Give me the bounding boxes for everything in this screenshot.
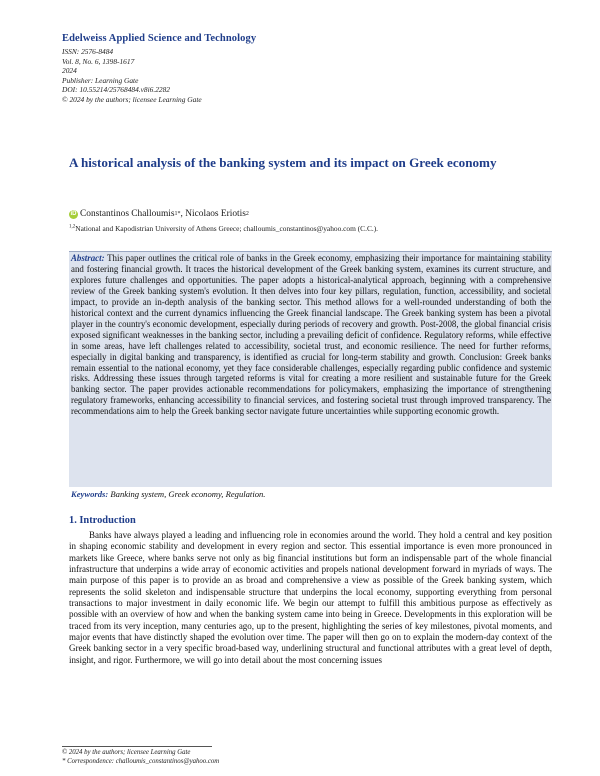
year: 2024	[62, 66, 77, 76]
volume-info: Vol. 8, No. 6, 1398-1617	[62, 56, 135, 66]
footer-copyright: © 2024 by the authors; licensee Learning Gate	[62, 749, 191, 756]
author-first-superscript: 1*	[174, 211, 181, 217]
issn: ISSN: 2576-8484	[62, 47, 114, 56]
abstract-body: This paper outlines the critical role of banks in the Greek economy, emphasizing their importance for maintaining stability and fostering financial growth. It traces the historical development of the Greek banking system, examines its current structure, and explores future challenges and opportunities. The paper adopts a historical-analytical approach, beginning with a comprehensive review of the Greek banking system's evolution. It then delves into four key pillars, regulation, function, accessibility, and societal impact, to provide an in-depth analysis of the banking sector. This method allows for a well-rounded understanding of both the historical context and the current dynamics influencing the Greek financial landscape. The Greek banking system has been a pivotal player in the country's economic development, especially during periods of recovery and growth. Post-2008, the global financial crisis exposed significant weaknesses in the banking sector, including a prevailing deficit of confidence. Regulatory reforms, while effective in some areas, have left challenges related to accessibility, societal trust, and economic resilience. The need for further reforms, especially in digital banking and transparency, is identified as crucial for long-term stability and growth. Conclusion: Greek banks remain essential to the national economy, yet they face considerable challenges, especially regarding public confidence and systemic risks. Addressing these issues through targeted reforms is vital for creating a more resilient and sustainable future for the Greek banking sector. The paper provides actionable recommendations for policymakers, emphasizing the importance of strengthening regulatory frameworks, enhancing accessibility to financial services, and fostering societal trust through improved transparency. The recommendations aim to help the Greek banking sector navigate future uncertainties while supporting economic growth.	[71, 253, 551, 417]
author-second: , Nicolaos Eriotis	[180, 209, 246, 219]
footer-correspondence: * Correspondence: challoumis_constantinos@yahoo.com	[62, 757, 220, 765]
section-heading-introduction: 1. Introduction	[69, 515, 136, 526]
orcid-icon[interactable]: iD	[70, 210, 77, 217]
journal-metadata	[62, 47, 202, 105]
author-second-superscript: 2	[245, 211, 249, 217]
author-first: Constantinos Challoumis	[80, 209, 175, 219]
keywords	[71, 489, 551, 499]
introduction-body: Banks have always played a leading and influencing role in economies around the world. They hold a central and key position in shaping economic stability and development in every region and sector. This essential importance is even more pronounced in markets like Greece, where banks serve not only as big financial institutions but form an indispensable part of the whole financial infrastructure that underpins a wide array of economic activities and propels national development forward in myriads of ways. The main purpose of this paper is to provide an as broad and comprehensive a view as possible of the Greek banking system, which represents the solid skeleton and indispensable structure that underpins the local economy, supporting everything from personal transactions to major investment in daily economic life. We begin our attempt to fulfill this ambitious purpose as effectively as possible with an overview of how and when the banking system came into being in Greece. Developments in this exploration will be traced from its very inception, many centuries ago, up to the present, highlighting the series of key milestones, pivotal moments, and major events that have distinctly shaped the evolution over time. The paper will then go on to explain the modern-day context of the Greek banking sector in a very specific broad-based way, underlining structural and functional attributes with a great level of depth, insight, and rigor. Furthermore, we will go into detail about the most concerning issues	[69, 530, 552, 665]
journal-name: Edelweiss Applied Science and Technology	[62, 33, 257, 44]
copyright-notice: © 2024 by the authors; licensee Learning Gate	[62, 94, 202, 104]
abstract	[71, 253, 551, 417]
affiliation-superscript: 1,2	[69, 224, 76, 230]
affiliation	[69, 224, 378, 233]
keywords-list: Banking system, Greek economy, Regulation.	[110, 489, 266, 499]
publisher: Publisher: Learning Gate	[62, 75, 139, 85]
paper-title: A historical analysis of the banking system and its impact on Greek economy	[69, 155, 497, 170]
affiliation-text: National and Kapodistrian University of Athens Greece; challoumis_constantinos@yahoo.com (C.C.).	[75, 224, 379, 233]
author-line	[69, 209, 249, 219]
doi[interactable]: DOI: 10.55214/25768484.v8i6.2282	[62, 85, 170, 95]
footer	[62, 749, 219, 766]
footer-divider	[62, 746, 212, 747]
abstract-label: Abstract:	[71, 253, 105, 263]
keywords-label: Keywords:	[71, 489, 109, 499]
